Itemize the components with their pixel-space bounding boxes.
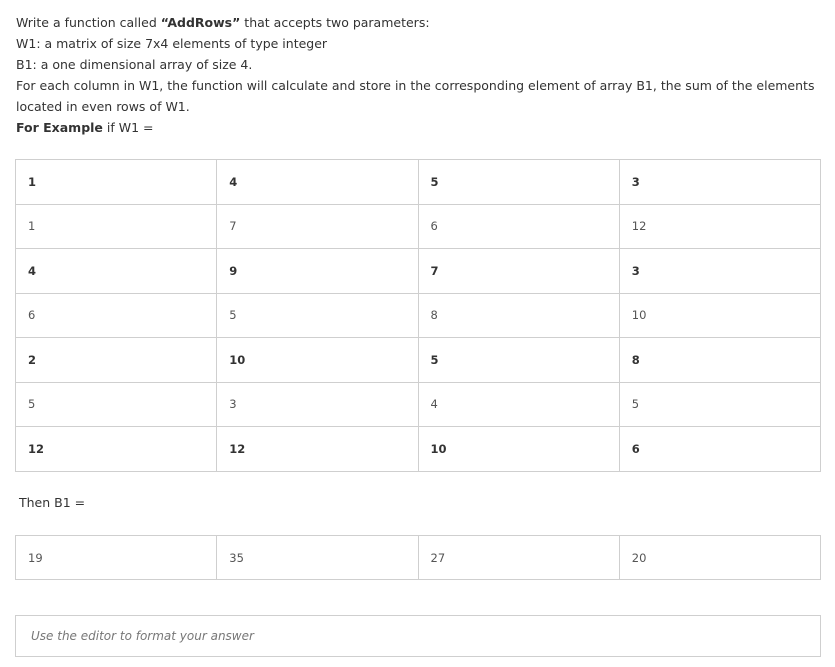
table-cell: 10 — [619, 293, 820, 338]
table-cell: 35 — [217, 536, 418, 580]
table-cell: 10 — [418, 427, 619, 472]
table-cell: 12 — [619, 204, 820, 249]
table-cell: 1 — [16, 204, 217, 249]
table-cell: 19 — [16, 536, 217, 580]
question-text — [16, 12, 816, 138]
table-cell: 8 — [619, 338, 820, 383]
table-cell: 5 — [16, 382, 217, 427]
table-row — [16, 293, 821, 338]
table-cell: 5 — [619, 382, 820, 427]
table-cell: 7 — [217, 204, 418, 249]
w1-matrix-table — [15, 159, 821, 472]
table-cell: 5 — [418, 338, 619, 383]
table-cell: 20 — [619, 536, 820, 580]
question-line-3: B1: a one dimensional array of size 4. — [16, 57, 253, 72]
table-row — [16, 204, 821, 249]
table-row — [16, 249, 821, 294]
table-cell: 4 — [418, 382, 619, 427]
table-cell: 6 — [619, 427, 820, 472]
table-cell: 7 — [418, 249, 619, 294]
question-line-2: W1: a matrix of size 7x4 elements of type integer — [16, 36, 328, 51]
function-name: “AddRows” — [160, 15, 241, 30]
example-label: For Example — [16, 120, 103, 135]
table-cell: 27 — [418, 536, 619, 580]
then-b1-label: Then B1 = — [19, 495, 86, 510]
table-row — [16, 338, 821, 383]
table-cell: 8 — [418, 293, 619, 338]
question-line-4: For each column in W1, the function will calculate and store in the corresponding element of array B1, the sum of the elements located in even rows of W1. — [16, 78, 815, 114]
table-cell: 3 — [619, 249, 820, 294]
table-row — [16, 160, 821, 205]
table-cell: 6 — [418, 204, 619, 249]
table-cell: 12 — [16, 427, 217, 472]
table-cell: 3 — [619, 160, 820, 205]
table-row — [16, 382, 821, 427]
table-cell: 4 — [16, 249, 217, 294]
table-cell: 5 — [418, 160, 619, 205]
table-cell: 4 — [217, 160, 418, 205]
answer-placeholder: Use the editor to format your answer — [31, 629, 254, 643]
table-cell: 3 — [217, 382, 418, 427]
table-row — [16, 427, 821, 472]
table-cell: 9 — [217, 249, 418, 294]
table-cell: 10 — [217, 338, 418, 383]
question-line-1: Write a function called “AddRows” that accepts two parameters: — [16, 15, 430, 30]
table-row — [16, 536, 821, 580]
answer-editor[interactable] — [15, 615, 821, 657]
question-example-line: For Example if W1 = — [16, 120, 154, 135]
table-cell: 12 — [217, 427, 418, 472]
table-cell: 5 — [217, 293, 418, 338]
table-cell: 1 — [16, 160, 217, 205]
b1-array-table — [15, 535, 821, 580]
table-cell: 2 — [16, 338, 217, 383]
table-cell: 6 — [16, 293, 217, 338]
